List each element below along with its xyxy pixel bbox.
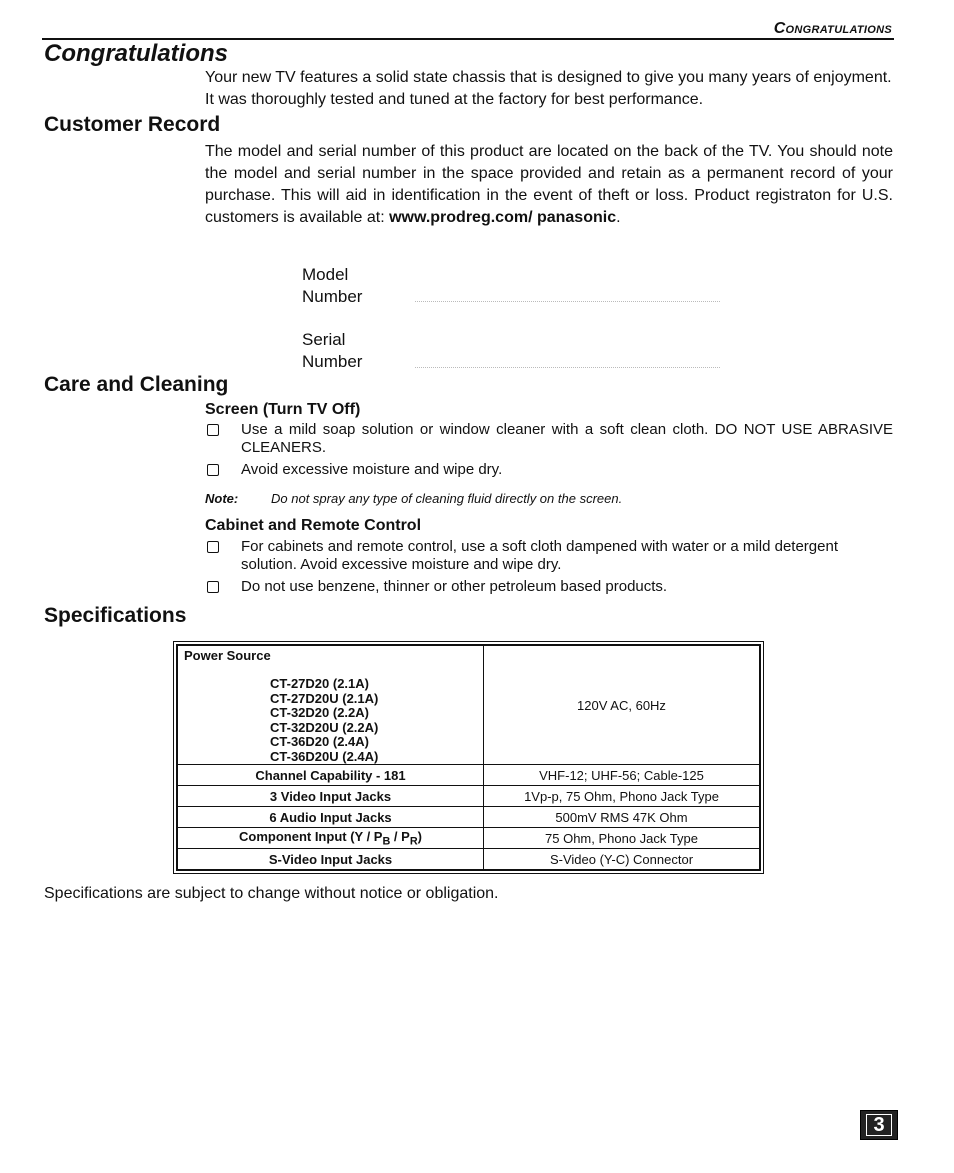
spec-label: 3 Video Input Jacks: [177, 786, 484, 807]
model-item: CT-32D20 (2.2A): [270, 705, 369, 720]
serial-label-line2: Number: [302, 352, 363, 371]
spec-label-part: / P: [390, 828, 410, 844]
congratulations-text: Your new TV features a solid state chassis that is designed to give you many years of enjoyment. It was thoroughly tested and tuned at the factory for best performance.: [205, 69, 892, 108]
spec-value: 1Vp-p, 75 Ohm, Phono Jack Type: [484, 786, 761, 807]
page-number: 3: [866, 1114, 891, 1136]
model-item: CT-27D20 (2.1A): [270, 676, 369, 691]
bullet-text: Do not use benzene, thinner or other petroleum based products.: [241, 578, 668, 595]
spec-label: [177, 828, 484, 849]
spec-value: S-Video (Y-C) Connector: [484, 849, 761, 871]
list-item: [205, 421, 893, 457]
congratulations-heading: Congratulations: [44, 40, 228, 67]
spec-label-sub: B: [382, 835, 391, 848]
spec-label: Channel Capability - 181: [177, 765, 484, 786]
specifications-heading: Specifications: [44, 604, 187, 627]
cabinet-subheading: Cabinet and Remote Control: [205, 517, 422, 534]
power-source-cell: [177, 645, 484, 765]
list-item: [205, 578, 895, 596]
spec-label-part: ): [417, 828, 422, 844]
model-label-line1: Model: [302, 265, 349, 284]
note-text: Do not spray any type of cleaning fluid directly on the screen.: [271, 491, 623, 506]
spec-label-part: Component Input (Y / P: [239, 828, 383, 844]
table-row: [177, 645, 760, 765]
page-number-badge: [860, 1110, 898, 1140]
running-header: Congratulations: [773, 20, 892, 37]
serial-number-label: [302, 329, 362, 373]
screen-subheading: Screen (Turn TV Off): [205, 401, 361, 418]
serial-number-blank[interactable]: [415, 366, 720, 368]
table-row: [177, 765, 760, 786]
table-row: [177, 828, 760, 849]
checkbox-bullet-icon: [207, 541, 219, 553]
model-item: CT-27D20U (2.1A): [270, 690, 379, 706]
checkbox-bullet-icon: [207, 424, 219, 436]
table-row: [177, 849, 760, 871]
model-item: CT-36D20 (2.4A): [270, 734, 369, 749]
spec-value: 75 Ohm, Phono Jack Type: [484, 828, 761, 849]
screen-bullet-list: [205, 421, 893, 479]
model-item: CT-36D20U (2.4A): [270, 748, 379, 764]
customer-record-body: The model and serial number of this product are located on the back of the TV. You should note the model and serial number in the space provided and retain as a permanent record of your purchase. This will aid in identification in the event of theft or loss. Product registraton for U.S. customers is available at:: [205, 143, 893, 226]
specifications-table: [176, 644, 761, 871]
note-label: Note:: [205, 491, 239, 506]
model-number-blank[interactable]: [415, 300, 720, 302]
table-row: [177, 807, 760, 828]
spec-label: 6 Audio Input Jacks: [177, 807, 484, 828]
checkbox-bullet-icon: [207, 464, 219, 476]
cabinet-bullet-list: [205, 538, 895, 596]
spec-label: S-Video Input Jacks: [177, 849, 484, 871]
spec-label-sub: R: [409, 835, 418, 848]
serial-label-line1: Serial: [302, 330, 346, 349]
table-row: [177, 786, 760, 807]
care-cleaning-heading: Care and Cleaning: [44, 373, 229, 396]
spec-value: 500mV RMS 47K Ohm: [484, 807, 761, 828]
list-item: [205, 461, 893, 479]
model-item: CT-32D20U (2.2A): [270, 719, 379, 735]
bullet-text: For cabinets and remote control, use a soft cloth dampened with water or a mild detergent solution. Avoid excessive moisture and wipe dry.: [241, 538, 838, 573]
specs-disclaimer: Specifications are subject to change without notice or obligation.: [44, 885, 499, 902]
power-source-label: Power Source: [184, 648, 271, 663]
model-list: [270, 677, 483, 764]
bullet-text: Avoid excessive moisture and wipe dry.: [241, 461, 503, 478]
url-period: .: [616, 209, 621, 226]
registration-url: www.prodreg.com/ panasonic: [389, 209, 617, 226]
power-source-value: 120V AC, 60Hz: [484, 645, 761, 765]
list-item: [205, 538, 895, 574]
spec-value: VHF-12; UHF-56; Cable-125: [484, 765, 761, 786]
cleaning-note: [205, 491, 622, 506]
bullet-text: Use a mild soap solution or window cleaner with a soft clean cloth. DO NOT USE ABRASIVE CLEANERS.: [241, 421, 893, 456]
model-label-line2: Number: [302, 287, 363, 306]
customer-record-heading: Customer Record: [44, 113, 221, 136]
checkbox-bullet-icon: [207, 581, 219, 593]
customer-record-text: [205, 141, 893, 229]
model-number-label: [302, 264, 362, 308]
